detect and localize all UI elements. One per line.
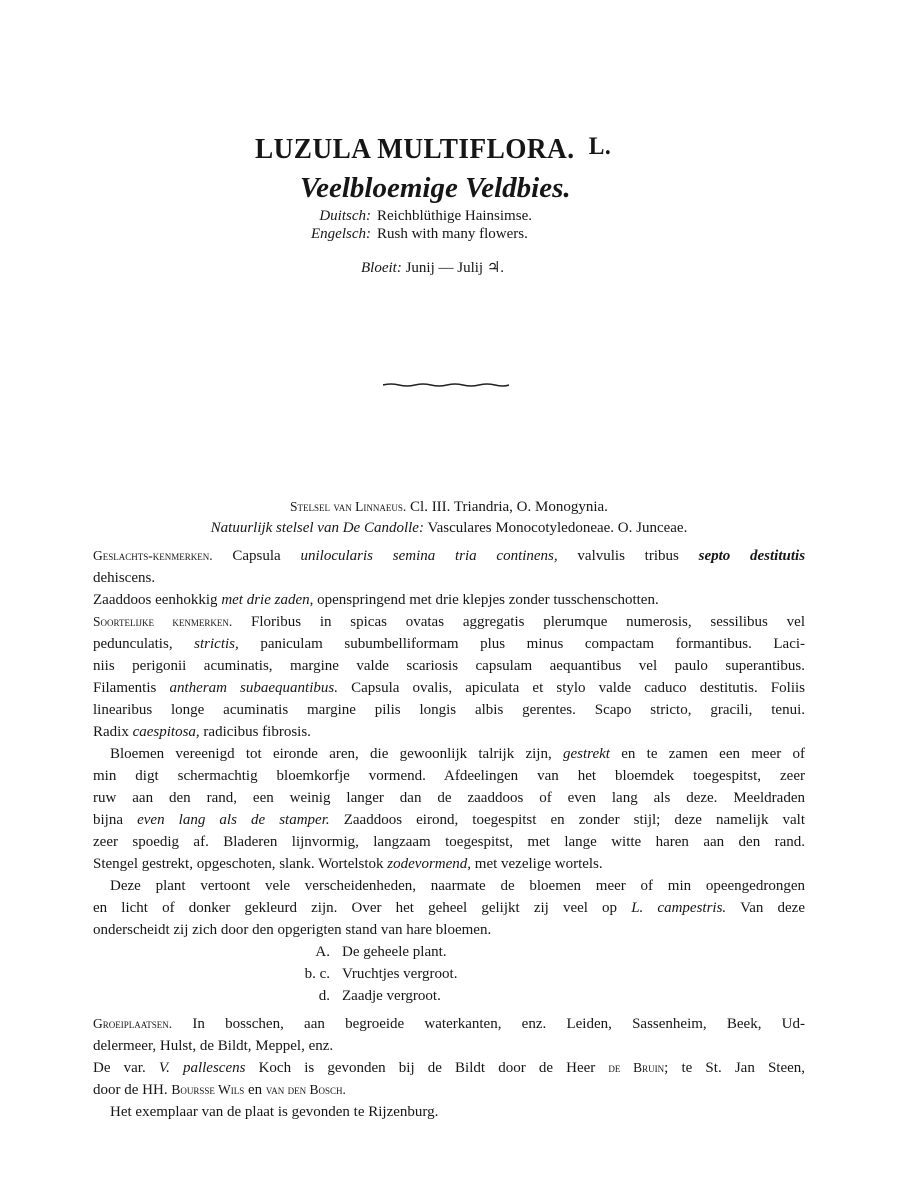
- flowering-period: [361, 258, 504, 277]
- italic-run: V. pallescens: [158, 1060, 246, 1076]
- figure-key: A.: [315, 944, 330, 960]
- text-run: radicibus fibrosis.: [203, 724, 311, 740]
- text-run: Radix: [93, 724, 129, 740]
- text-line: [93, 590, 805, 610]
- italic-run: septo destitutis: [698, 548, 806, 564]
- text-line: [93, 1014, 805, 1034]
- common-name-row: [311, 207, 532, 225]
- section-label: Soortelijke kenmerken.: [93, 614, 233, 629]
- figure-description: Zaadje vergroot.: [342, 988, 441, 1004]
- italic-run: antheram subaequantibus.: [169, 680, 338, 696]
- text-line: zeer spoedig af. Bladeren lijnvormig, langzaam toegespitst, met lange witte haren aan den rand.: [93, 834, 805, 850]
- person-name: Boursse Wils: [171, 1082, 245, 1097]
- text-run: Capsula ovalis, apiculata et stylo valde caduco destitutis. Foliis: [351, 680, 805, 696]
- italic-run: even lang als de stamper.: [137, 812, 330, 828]
- figure-description: De geheele plant.: [342, 944, 447, 960]
- text-line: [93, 854, 805, 874]
- text-run: De var.: [93, 1060, 146, 1076]
- text-run: Capsula: [232, 548, 281, 564]
- common-name-language: Engelsch:: [311, 226, 371, 242]
- text-run: en: [247, 1082, 263, 1098]
- text-line: [93, 546, 805, 566]
- italic-run: caespitosa,: [132, 724, 200, 740]
- text-run: door de HH.: [93, 1082, 168, 1098]
- italic-run: zodevormend,: [387, 856, 472, 872]
- flowering-value: Junij — Julij ♃.: [405, 260, 505, 276]
- text-line: niis perigonii acuminatis, margine valde scariosis capsulam aequantibus vel paulo superantibus.: [93, 658, 805, 674]
- section-label: Geslachts-kenmerken.: [93, 548, 213, 563]
- person-name: de Bruin: [608, 1060, 665, 1075]
- text-line: [93, 612, 805, 632]
- text-line: Deze plant vertoont vele verscheidenheden, naarmate de bloemen meer of min opeengedrongen: [110, 878, 805, 894]
- text-run: Zaaddoos eirond, toegespitst en zonder stijl; deze namelijk valt: [343, 812, 806, 828]
- flowering-label: Bloeit:: [361, 260, 402, 276]
- system-linnaeus-line: [93, 497, 805, 517]
- section-label: Groeiplaatsen.: [93, 1016, 173, 1031]
- text-line: [93, 898, 805, 918]
- text-line: min digt schermachtig bloemkorfje vormend. Afdeelingen van het bloemdek toegespitst, zeer: [93, 768, 805, 784]
- text-run: valvulis tribus: [577, 548, 679, 564]
- italic-run: L. campestris.: [631, 900, 727, 916]
- text-run: Filamentis: [93, 680, 157, 696]
- text-line: Het exemplaar van de plaat is gevonden te Rijzenburg.: [110, 1104, 439, 1120]
- text-line: [93, 1080, 805, 1100]
- common-name-language: Duitsch:: [319, 208, 371, 224]
- system-decandolle-label: Natuurlijk stelsel van De Candolle:: [210, 520, 424, 536]
- italic-run: met drie zaden,: [221, 592, 314, 608]
- page-subtitle: Veelbloemige Veldbies.: [300, 172, 571, 204]
- figure-key: d.: [318, 988, 330, 1004]
- italic-run: unilocularis semina tria continens,: [300, 548, 558, 564]
- text-run: pedunculatis,: [93, 636, 173, 652]
- common-names: [311, 207, 532, 243]
- text-run: en licht of donker gekleurd zijn. Over het geheel gelijkt zij veel op: [93, 900, 618, 916]
- text-line: delermeer, Hulst, de Bildt, Meppel, enz.: [93, 1038, 334, 1054]
- text-line: [110, 744, 805, 764]
- text-line: [93, 678, 805, 698]
- text-line: [93, 1058, 805, 1078]
- system-decandolle-text: Vasculares Monocotyledoneae. O. Junceae.: [427, 520, 688, 536]
- text-line: [93, 722, 805, 742]
- person-name: van den Bosch.: [265, 1082, 346, 1097]
- figure-description: Vruchtjes vergroot.: [342, 966, 458, 982]
- system-linnaeus-text: Cl. III. Triandria, O. Monogynia.: [410, 499, 608, 515]
- text-line: onderscheidt zij zich door den opgerigten stand van hare bloemen.: [93, 922, 492, 938]
- text-line: [93, 810, 805, 830]
- figure-legend-item: [270, 942, 570, 962]
- text-run: Van deze: [740, 900, 805, 916]
- text-run: Zaaddoos eenhokkig: [93, 592, 218, 608]
- common-name-value: Rush with many flowers.: [377, 226, 528, 242]
- text-run: en te zamen een meer of: [621, 746, 806, 762]
- text-line: [93, 634, 805, 654]
- text-run: Koch is gevonden bij de Bildt door de Heer: [258, 1060, 596, 1076]
- figure-legend-item: [270, 964, 570, 984]
- text-run: met vezelige wortels.: [474, 856, 603, 872]
- section-label: Stelsel van Linnaeus.: [290, 499, 407, 514]
- text-run: In bosschen, aan begroeide waterkanten, enz. Leiden, Sassenheim, Beek, Ud-: [192, 1016, 805, 1032]
- common-name-row: [311, 225, 532, 243]
- text-run: bijna: [93, 812, 123, 828]
- text-line: dehiscens.: [93, 570, 156, 586]
- text-line: linearibus longe acuminatis margine pilis longis albis gerentes. Scapo stricto, gracili, tenui.: [93, 702, 805, 718]
- figure-key: b. c.: [304, 966, 330, 982]
- text-run: Stengel gestrekt, opgeschoten, slank. Wortelstok: [93, 856, 384, 872]
- system-decandolle-line: [93, 518, 805, 538]
- italic-run: gestrekt: [563, 746, 610, 762]
- text-run: Bloemen vereenigd tot eironde aren, die gewoonlijk talrijk zijn,: [110, 746, 552, 762]
- italic-run: strictis,: [194, 636, 239, 652]
- text-run: openspringend met drie klepjes zonder tusschenschotten.: [317, 592, 659, 608]
- ornamental-divider: [383, 383, 509, 387]
- page-title: [255, 133, 612, 173]
- text-run: ; te St. Jan Steen,: [664, 1060, 806, 1076]
- text-run: Floribus in spicas ovatas aggregatis plerumque numerosis, sessilibus vel: [251, 614, 805, 630]
- common-name-value: Reichblüthige Hainsimse.: [377, 208, 532, 224]
- title-text: LUZULA MULTIFLORA.: [255, 133, 575, 165]
- text-run: paniculam subumbelliformam plus minus compactam formantibus. Laci-: [260, 636, 806, 652]
- title-author-mark: L.: [588, 133, 612, 160]
- text-line: ruw aan den rand, een weinig langer dan de zaaddoos of even lang als deze. Meeldraden: [93, 790, 805, 806]
- figure-legend-item: [270, 986, 570, 1006]
